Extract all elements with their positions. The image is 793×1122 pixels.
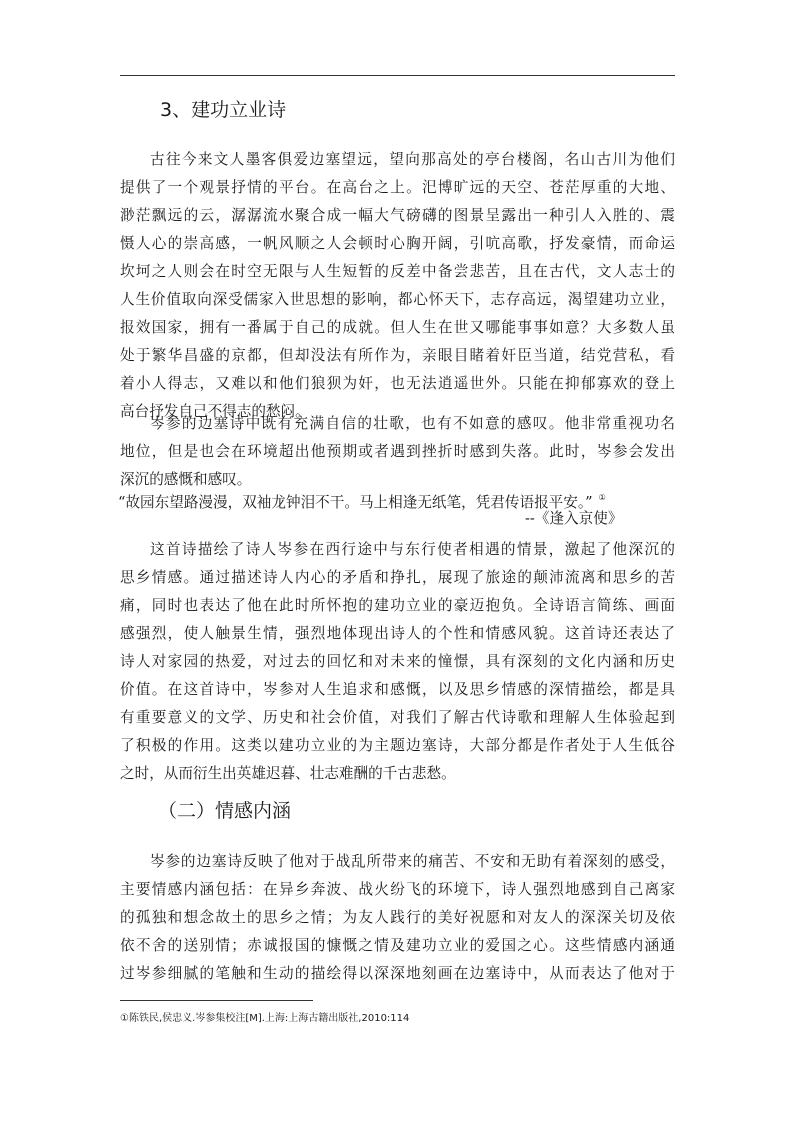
paragraph-line: 地位，但是也会在环境超出他预期或者遇到挫折时感到失落。此时，岑参会发出 xyxy=(120,443,675,460)
paragraph-line: 诗人对家园的热爱，对过去的回忆和对未来的憧憬，具有深刻的文化内涵和历史 xyxy=(120,653,675,670)
paragraph-line: 岑参的边塞诗中既有充满自信的壮歌，也有不如意的感叹。他非常重视功名 xyxy=(150,415,675,432)
header-rule xyxy=(120,75,675,76)
paragraph-2 xyxy=(120,410,675,494)
paragraph-4 xyxy=(120,848,675,988)
paragraph-line: 深沉的感慨和感叹。 xyxy=(120,471,252,488)
paragraph-line: 有重要意义的文学、历史和社会价值，对我们了解古代诗歌和理解人生体验起到 xyxy=(120,709,675,726)
paragraph-line: 人生价值取向深受儒家入世思想的影响，都心怀天下，志存高远，渴望建功立业， xyxy=(120,291,675,308)
paragraph-line: 过岑参细腻的笔触和生动的描绘得以深深地刻画在边塞诗中，从而表达了他对于 xyxy=(120,965,675,982)
footnote-reference: ① xyxy=(598,493,606,502)
section-heading-2: （二）情感内涵 xyxy=(158,800,292,822)
section-heading-3: 3、建功立业诗 xyxy=(160,99,287,121)
poem-quote-text: “故园东望路漫漫，双袖龙钟泪不干。马上相逢无纸笔，凭君传语报平安。” xyxy=(118,494,593,511)
paragraph-line: 着小人得志，又难以和他们狼狈为奸，也无法逍遥世外。只能在抑郁寡欢的登上 xyxy=(120,375,675,392)
paragraph-line: 感强烈，使人触景生情，强烈地体现出诗人的个性和情感风貌。这首诗还表达了 xyxy=(120,625,675,642)
poem-attribution: --《逢入京使》 xyxy=(525,510,623,527)
paragraph-line: 坎坷之人则会在时空无限与人生短暂的反差中备尝悲苦，且在古代，文人志士的 xyxy=(120,263,675,280)
paragraph-1 xyxy=(120,146,675,426)
paragraph-line: 岑参的边塞诗反映了他对于战乱所带来的痛苦、不安和无助有着深刻的感受， xyxy=(150,853,675,870)
paragraph-line: 报效国家，拥有一番属于自己的成就。但人生在世又哪能事事如意？大多数人虽 xyxy=(120,319,675,336)
paragraph-line: 的孤独和想念故土的思乡之情；为友人践行的美好祝愿和对友人的深深关切及依 xyxy=(120,909,675,926)
paragraph-line: 痛，同时也表达了他在此时所怀抱的建功立业的豪迈抱负。全诗语言简练、画面 xyxy=(120,597,675,614)
paragraph-line: 古往今来文人墨客俱爱边塞望远，望向那高处的亭台楼阁，名山古川为他们 xyxy=(150,151,675,168)
paragraph-line: 之时，从而衍生出英雄迟暮、壮志难酬的千古悲愁。 xyxy=(120,765,456,782)
footnote-marker: ① xyxy=(120,1013,129,1024)
paragraph-line: 高台抒发自己不得志的愁闷。 xyxy=(120,403,310,420)
paragraph-line: 渺茫飘远的云，潺潺流水聚合成一幅大气磅礴的图景呈露出一种引人入胜的、震 xyxy=(120,207,675,224)
paragraph-line: 慑人心的崇高感，一帆风顺之人会顿时心胸开阔，引吭高歌，抒发豪情，而命运 xyxy=(120,235,675,252)
footnote xyxy=(120,1012,409,1026)
paragraph-line: 主要情感内涵包括：在异乡奔波、战火纷飞的环境下，诗人强烈地感到自己离家 xyxy=(120,881,675,898)
paragraph-3 xyxy=(120,536,675,788)
footnote-text: 陈铁民,侯忠义.岑参集校注[M].上海:上海古籍出版社,2010:114 xyxy=(128,1013,410,1024)
paragraph-line: 这首诗描绘了诗人岑参在西行途中与东行使者相遇的情景，激起了他深沉的 xyxy=(150,541,675,558)
paragraph-line: 依不舍的送别情；赤诚报国的慷慨之情及建功立业的爱国之心。这些情感内涵通 xyxy=(120,937,675,954)
paragraph-line: 处于繁华昌盛的京都，但却没法有所作为，亲眼目睹着奸臣当道，结党营私，看 xyxy=(120,347,675,364)
paragraph-line: 提供了一个观景抒情的平台。在高台之上。汜博旷远的天空、苍茫厚重的大地、 xyxy=(120,179,675,196)
paragraph-line: 了积极的作用。这类以建功立业的为主题边塞诗，大部分都是作者处于人生低谷 xyxy=(120,737,675,754)
footnote-rule xyxy=(120,1000,313,1001)
paragraph-line: 思乡情感。通过描述诗人内心的矛盾和挣扎，展现了旅途的颠沛流离和思乡的苦 xyxy=(120,569,675,586)
paragraph-line: 价值。在这首诗中，岑参对人生追求和感慨，以及思乡情感的深情描绘，都是具 xyxy=(120,681,675,698)
